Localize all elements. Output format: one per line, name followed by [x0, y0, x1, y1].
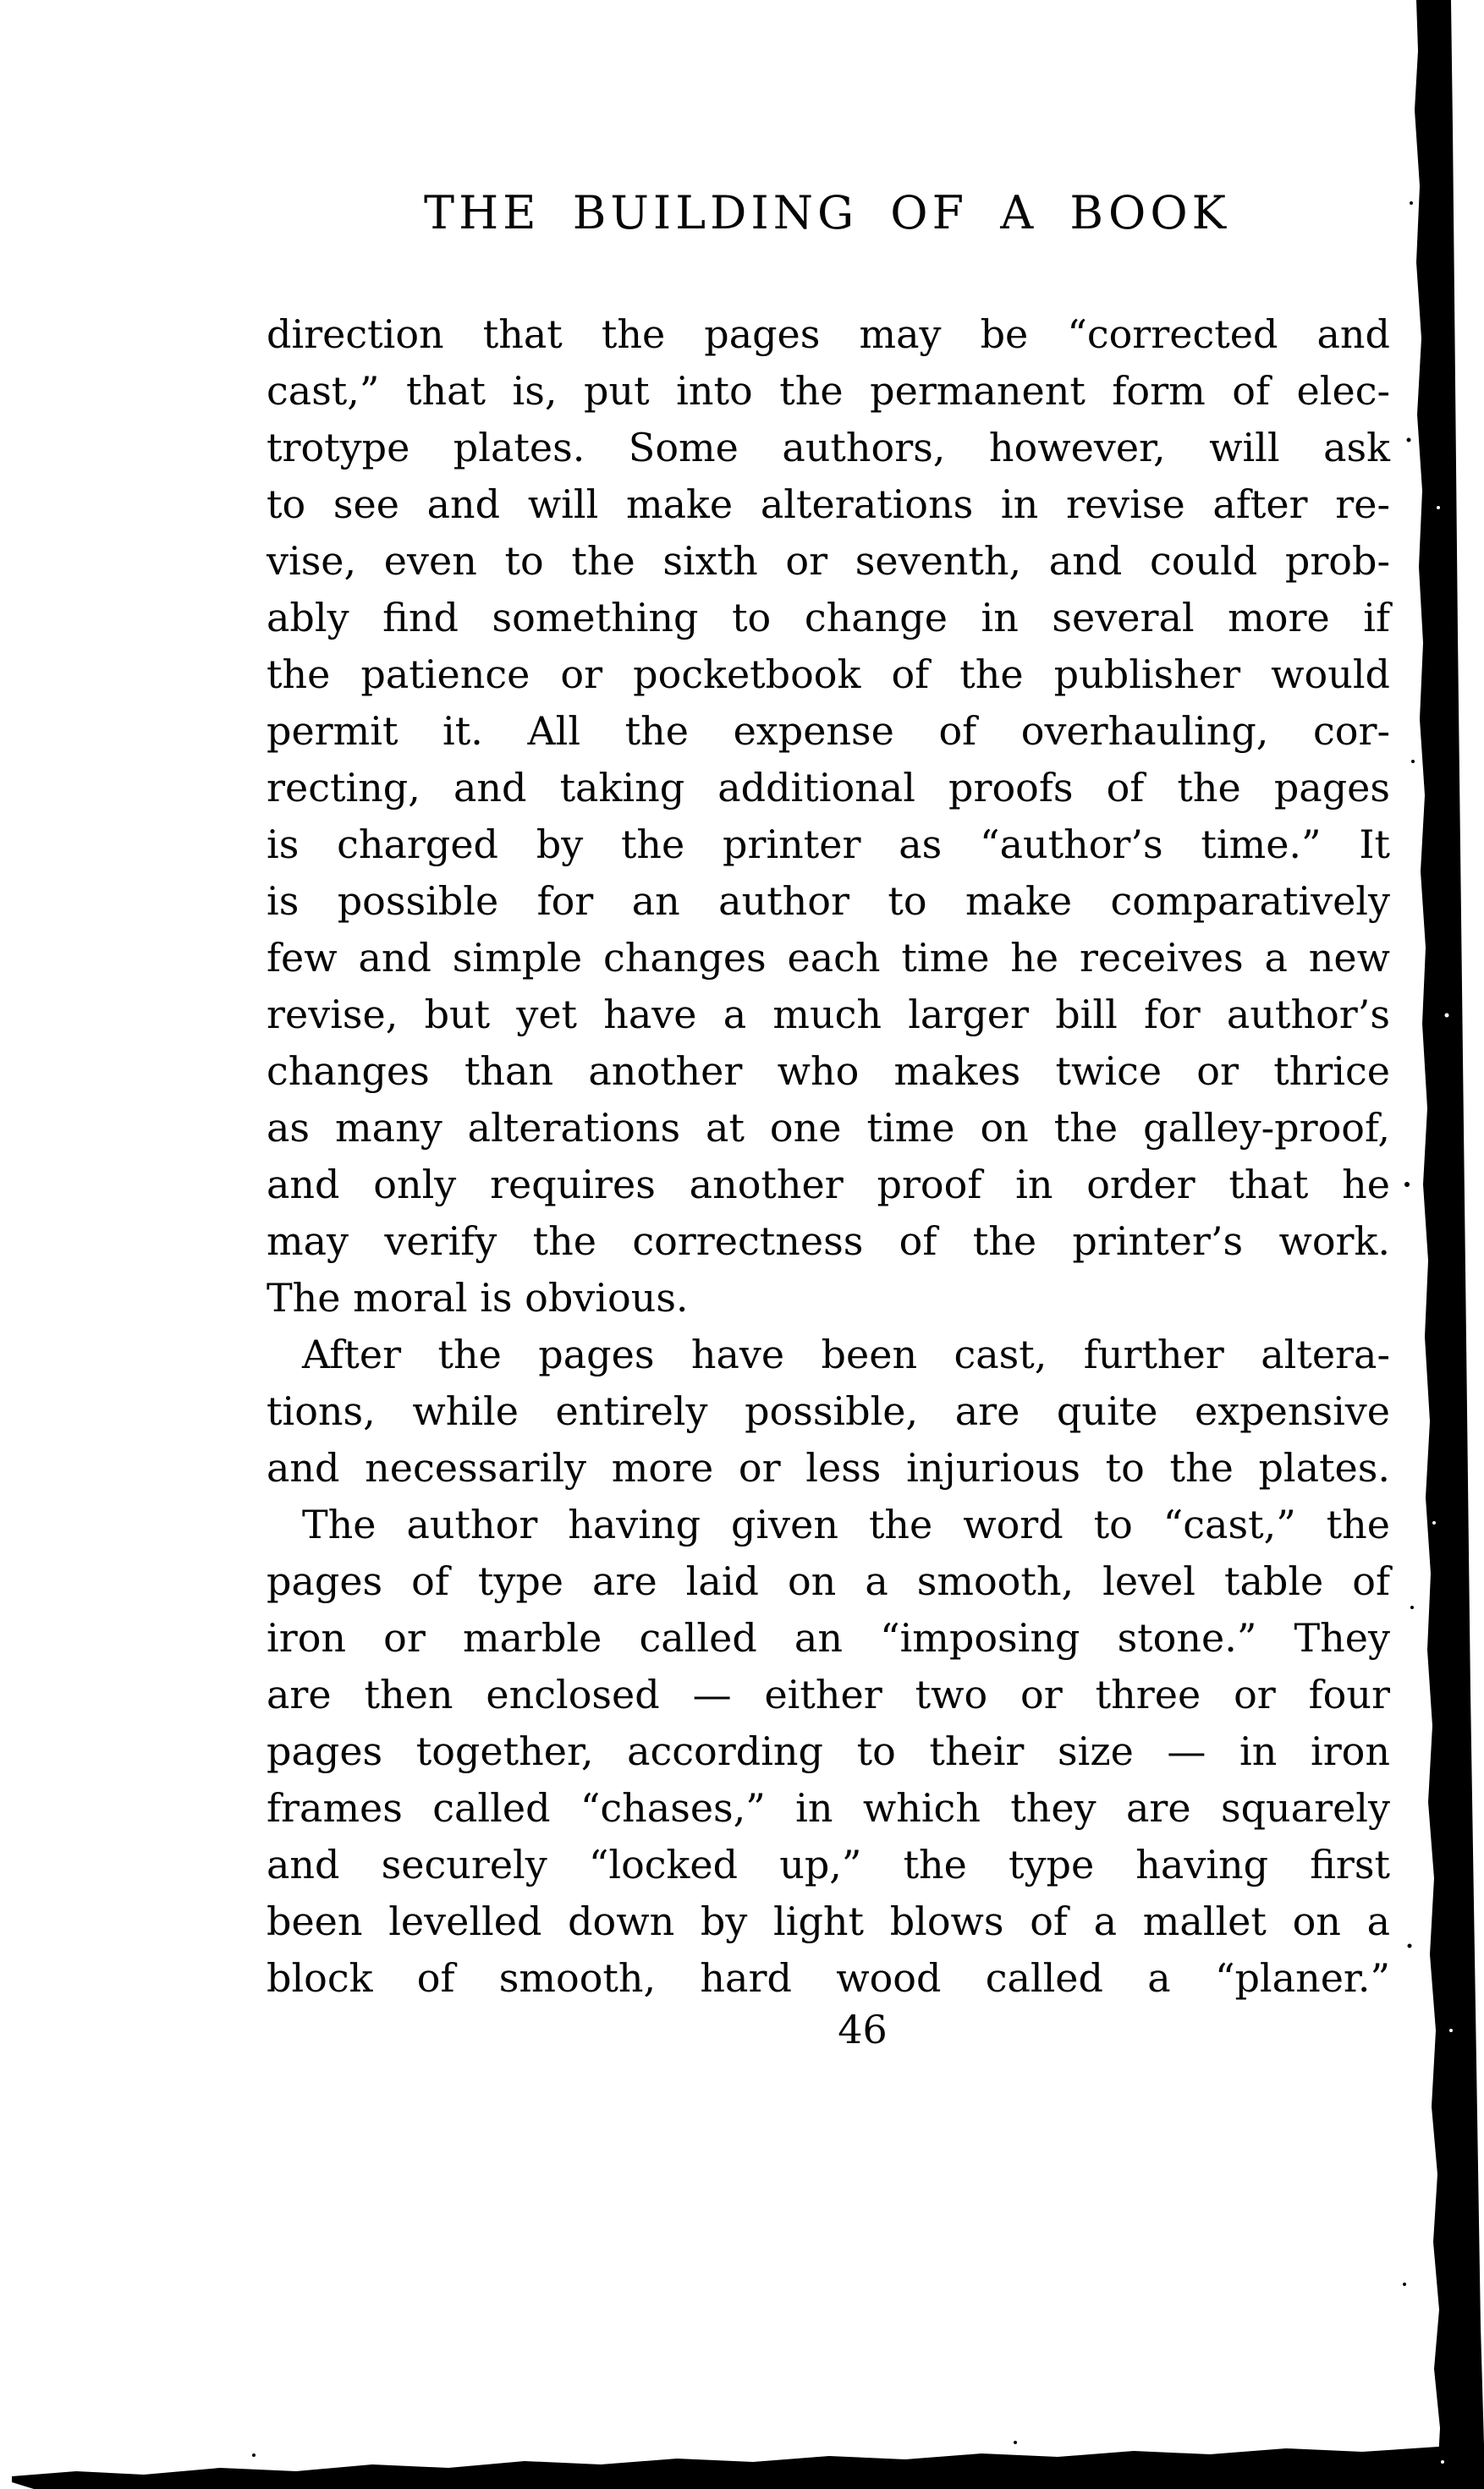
text-line: as many alterations at one time on the galley-proof,: [267, 1105, 1390, 1151]
text-line: trotype plates. Some authors, however, will ask: [267, 425, 1390, 470]
text-line: pages together, according to their size — in iron: [267, 1728, 1390, 1774]
text-line: may verify the correctness of the printer’s work.: [267, 1218, 1390, 1264]
text-line: iron or marble called an “imposing stone.” They: [267, 1615, 1390, 1661]
text-line: block of smooth, hard wood called a “planer.”: [267, 1955, 1390, 2001]
text-line: and only requires another proof in order that he: [267, 1162, 1390, 1207]
text-line: permit it. All the expense of overhauling, cor-: [267, 708, 1390, 754]
text-line: The moral is obvious.: [267, 1275, 689, 1321]
text-line: to see and will make alterations in revise after re-: [267, 481, 1390, 527]
text-line: are then enclosed — either two or three or four: [267, 1672, 1390, 1717]
text-line: tions, while entirely possible, are quite expensive: [267, 1388, 1390, 1434]
text-line: vise, even to the sixth or seventh, and could prob-: [267, 538, 1390, 584]
text-line: direction that the pages may be “corrected and: [267, 311, 1390, 357]
text-line: is possible for an author to make comparatively: [267, 878, 1390, 924]
text-line: changes than another who makes twice or thrice: [267, 1048, 1390, 1094]
text-line: few and simple changes each time he receives a new: [267, 935, 1390, 981]
text-line: After the pages have been cast, further altera-: [302, 1332, 1390, 1377]
text-line: been levelled down by light blows of a mallet on a: [267, 1898, 1390, 1944]
scan-noise-white-specks: [1432, 506, 1453, 2464]
text-line: recting, and taking additional proofs of the pages: [267, 765, 1390, 810]
body-text: [267, 306, 1390, 2007]
text-line: revise, but yet have a much larger bill for author’s: [267, 992, 1390, 1037]
text-line: ably find something to change in several more if: [267, 595, 1390, 640]
text-line: pages of type are laid on a smooth, level table of: [267, 1558, 1390, 1604]
page-title: THE BUILDING OF A BOOK: [424, 186, 1230, 239]
text-line: and securely “locked up,” the type having first: [267, 1842, 1390, 1887]
page-number: 46: [838, 2007, 888, 2052]
text-line: and necessarily more or less injurious to the plates.: [267, 1445, 1390, 1491]
scan-edge-bottom: [12, 2445, 1484, 2489]
text-line: cast,” that is, put into the permanent form of elec-: [267, 368, 1390, 414]
text-line: the patience or pocketbook of the publisher would: [267, 651, 1390, 697]
text-line: frames called “chases,” in which they are squarely: [267, 1785, 1390, 1831]
text-line: The author having given the word to “cast,” the: [302, 1502, 1390, 1547]
text-line: is charged by the printer as “author’s time.” It: [267, 821, 1390, 867]
scan-edge-right: [1415, 0, 1484, 2489]
